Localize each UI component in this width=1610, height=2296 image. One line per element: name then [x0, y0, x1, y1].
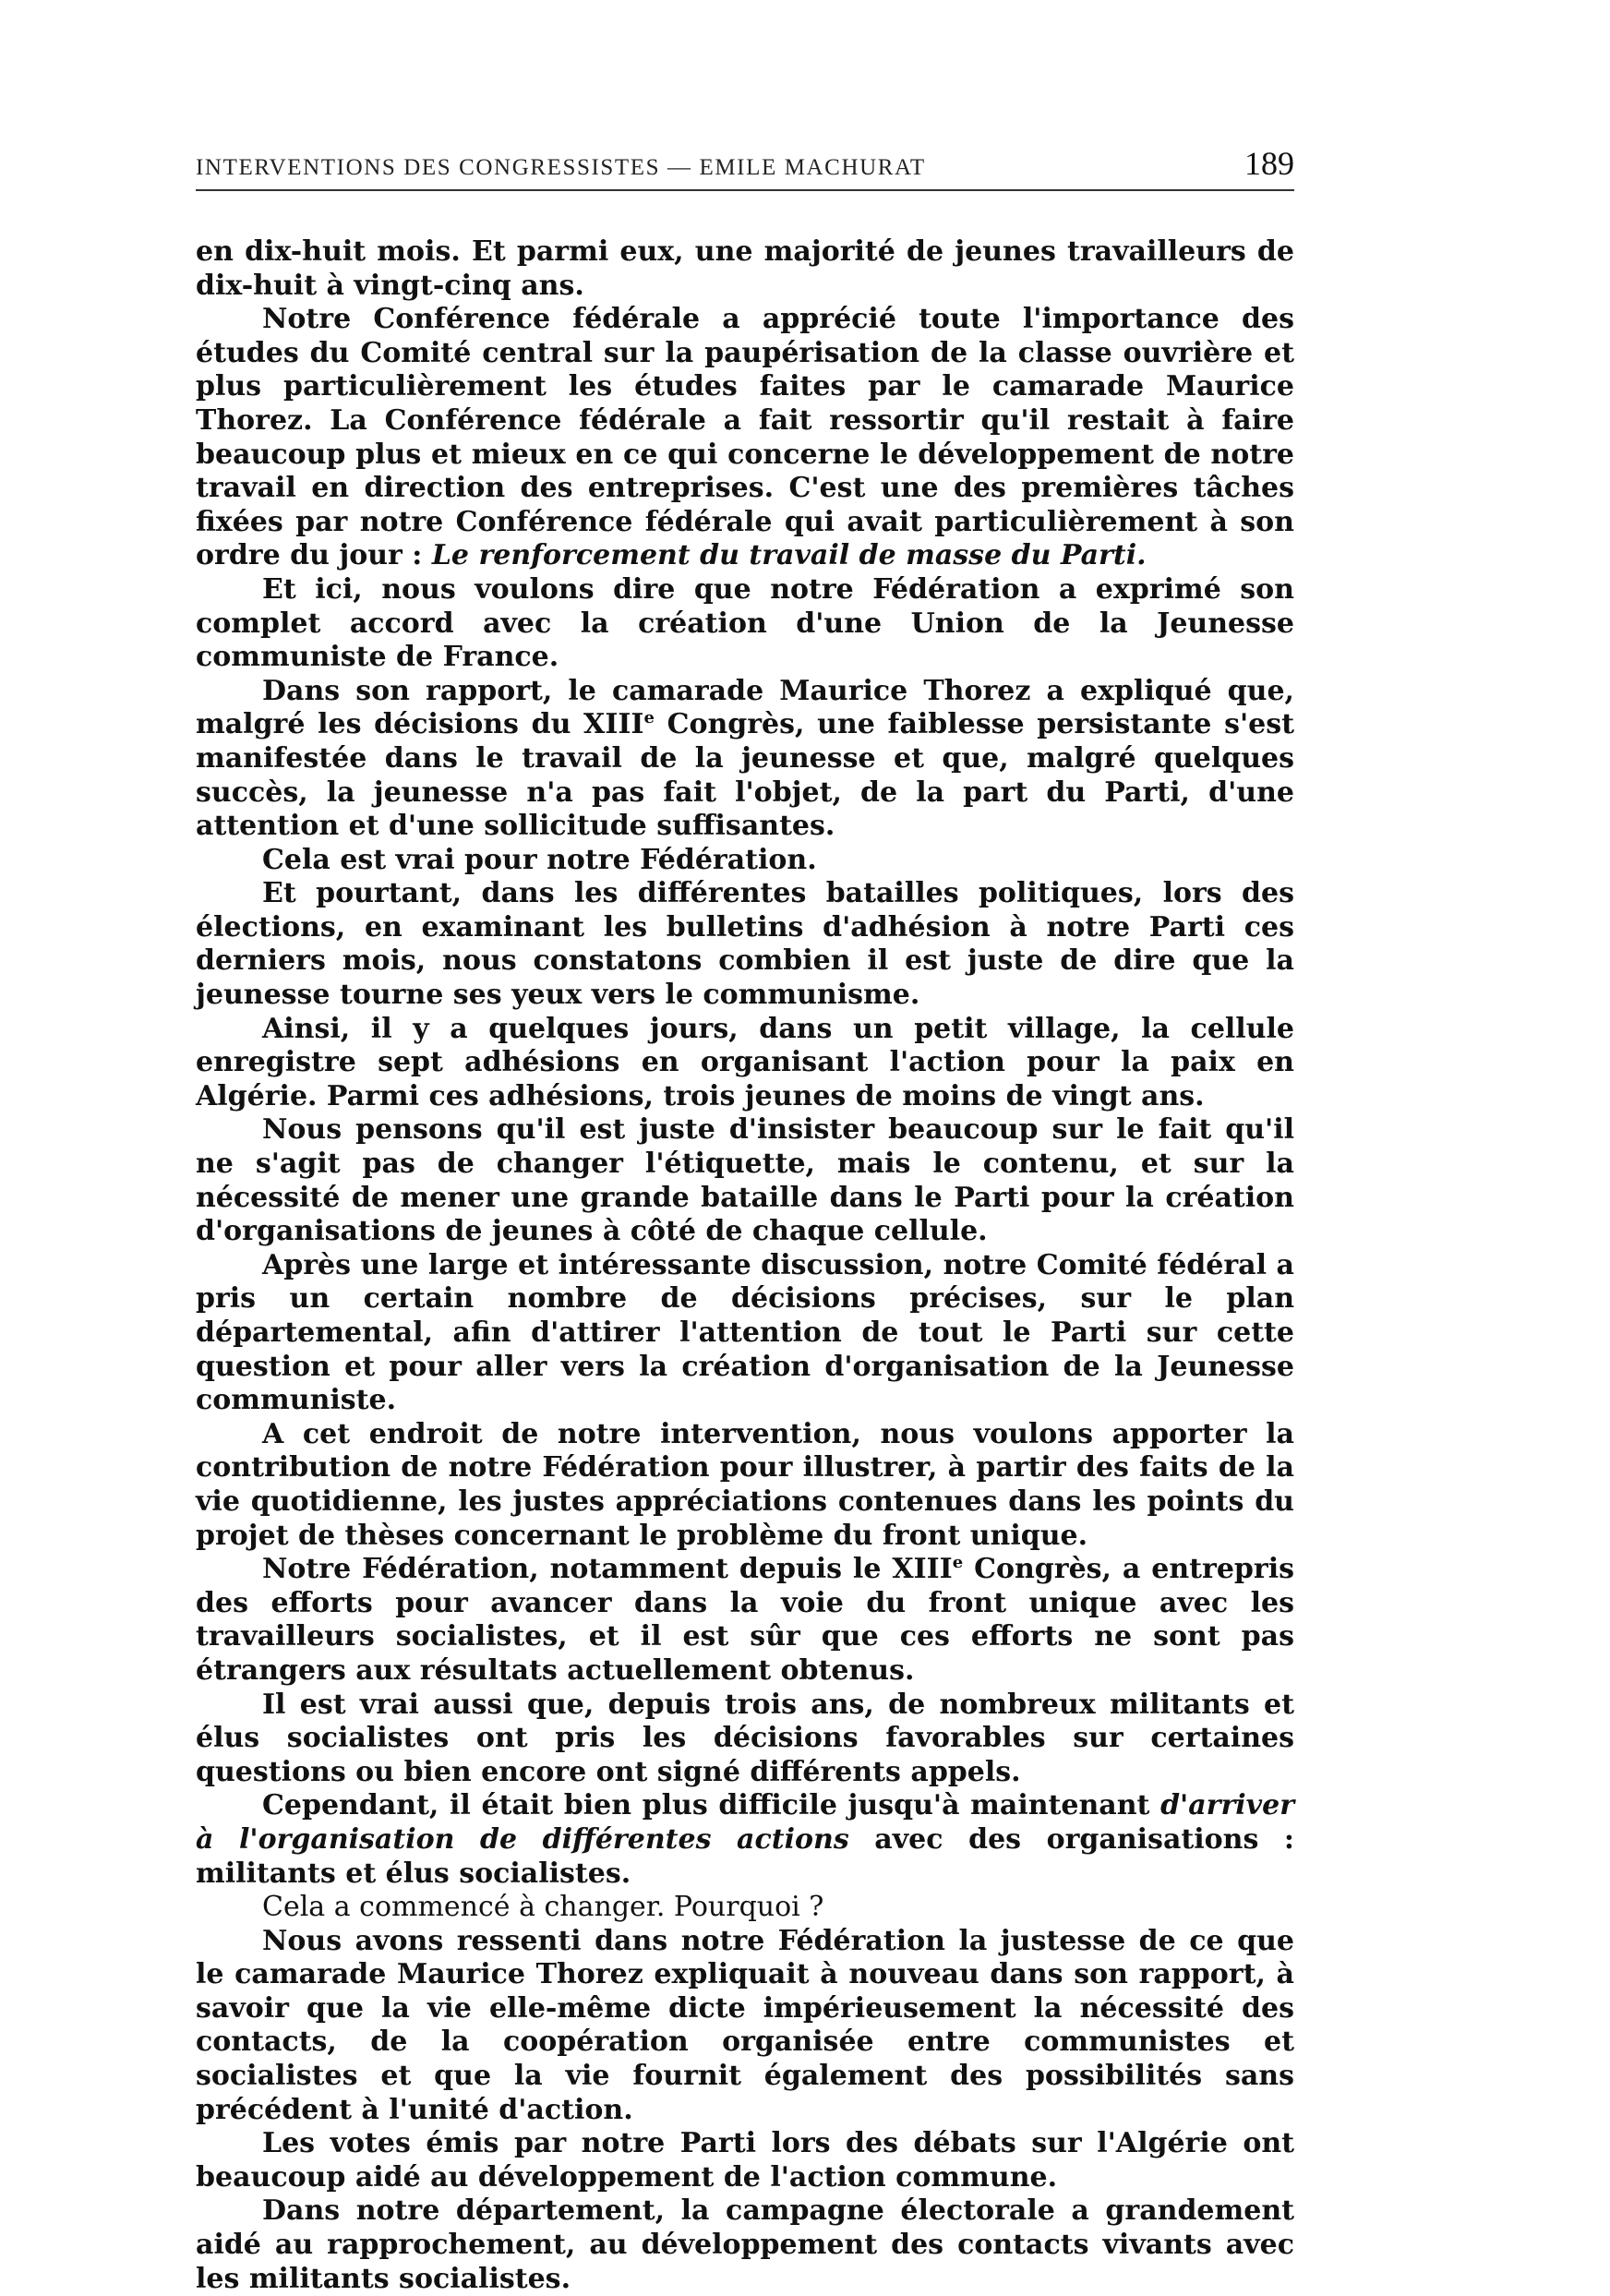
paragraph: Ainsi, il y a quelques jours, dans un petit village, la cellule enregistre sept adhésions en organisant l'action pour la paix en Algérie. Parmi ces adhésions, trois jeunes de moins de vingt ans. [196, 1012, 1294, 1112]
body-text [196, 235, 1294, 2296]
paragraph [196, 675, 1294, 844]
paragraph: Les votes émis par notre Parti lors des débats sur l'Algérie ont beaucoup aidé au développement de l'action commune. [196, 2127, 1294, 2194]
italic-phrase: d'arriver à l'organisation de différentes actions [196, 1789, 1294, 1856]
paragraph-text: Notre Fédération, notamment depuis le XIII [262, 1553, 953, 1586]
paragraph-text: avec des organisations : militants et élus socialistes. [196, 1822, 1295, 1890]
paragraph: Dans notre département, la campagne électorale a grandement aidé au rapprochement, au développement des contacts vivants avec les militants socialistes. [196, 2194, 1294, 2295]
running-header [196, 144, 1294, 183]
paragraph-continued: en dix-huit mois. Et parmi eux, une majorité de jeunes travailleurs de dix-huit à vingt-cinq ans. [196, 235, 1294, 302]
paragraph-text: Congrès, une faiblesse persistante s'est manifestée dans le travail de la jeunesse et que, malgré quelques succès, la jeunesse n'a pas fait l'objet, de la part du Parti, d'une attention et d'une sollicitude suffisantes. [196, 708, 1294, 843]
paragraph [196, 1789, 1294, 1891]
paragraph: A cet endroit de notre intervention, nous voulons apporter la contribution de notre Fédération pour illustrer, à partir des faits de la vie quotidienne, les justes appréciations contenues dans les points du projet de thèses concernant le problème du front unique. [196, 1417, 1294, 1552]
paragraph: Il est vrai aussi que, depuis trois ans, de nombreux militants et élus socialistes ont pris les décisions favorables sur certaines questions ou bien encore ont signé différents appels. [196, 1688, 1294, 1788]
ordinal-superscript: e [952, 1553, 964, 1573]
paragraph: Après une large et intéressante discussion, notre Comité fédéral a pris un certain nombre de décisions précises, sur le plan départemental, afin d'attirer l'attention de tout le Parti sur cette question et pour aller vers la création d'organisation de la Jeunesse communiste. [196, 1248, 1294, 1417]
ordinal-superscript: e [643, 708, 655, 728]
paragraph: Nous pensons qu'il est juste d'insister beaucoup sur le fait qu'il ne s'agit pas de changer l'étiquette, mais le contenu, et sur la nécessité de mener une grande bataille dans le Parti pour la création d'organisations de jeunes à côté de chaque cellule. [196, 1113, 1294, 1248]
running-title: INTERVENTIONS DES CONGRESSISTES — EMILE MACHURAT [196, 155, 926, 180]
paragraph: Nous avons ressenti dans notre Fédération la justesse de ce que le camarade Maurice Thorez expliquait à nouveau dans son rapport, à savoir que la vie elle-même dicte impérieusement la nécessité des contacts, de la coopération organisée entre communistes et socialistes et que la vie fournit également des possibilités sans précédent à l'unité d'action. [196, 1924, 1294, 2126]
paragraph [196, 1553, 1294, 1688]
header-rule [196, 189, 1294, 191]
paragraph [196, 303, 1294, 573]
paragraph: Cela a commencé à changer. Pourquoi ? [262, 1891, 824, 1924]
paragraph-text: Congrès, a entrepris des efforts pour avancer dans la voie du front unique avec les travailleurs socialistes, et il est sûr que ces efforts ne sont pas étrangers aux résultats actuellement obtenus. [196, 1553, 1294, 1687]
paragraph: Et ici, nous voulons dire que notre Fédération a exprimé son complet accord avec la création d'une Union de la Jeunesse communiste de France. [196, 572, 1294, 674]
paragraph: Et pourtant, dans les différentes batailles politiques, lors des élections, en examinant les bulletins d'adhésion à notre Parti ces derniers mois, nous constatons combien il est juste de dire que la jeunesse tourne ses yeux vers le communisme. [196, 877, 1294, 1012]
paragraph: Cela est vrai pour notre Fédération. [262, 843, 817, 876]
paragraph-text: Notre Conférence fédérale a apprécié toute l'importance des études du Comité central sur la paupérisation de la classe ouvrière et plus particulièrement les études faites par le camarade Maurice Thorez. La Conférence fédérale a fait ressortir qu'il restait à faire beaucoup plus et mieux en ce qui concerne le développement de notre travail en direction des entreprises. C'est une des premières tâches fixées par notre Conférence fédérale qui avait particulièrement à son ordre du jour : [196, 303, 1294, 572]
page-number: 189 [1244, 145, 1294, 182]
paragraph-text: Dans son rapport, le camarade Maurice Thorez a expliqué que, malgré les décisions du XIII [196, 674, 1294, 741]
paragraph-text: Cependant, il était bien plus difficile jusqu'à maintenant [262, 1789, 1161, 1822]
italic-phrase: Le renforcement du travail de masse du Parti. [431, 539, 1147, 572]
